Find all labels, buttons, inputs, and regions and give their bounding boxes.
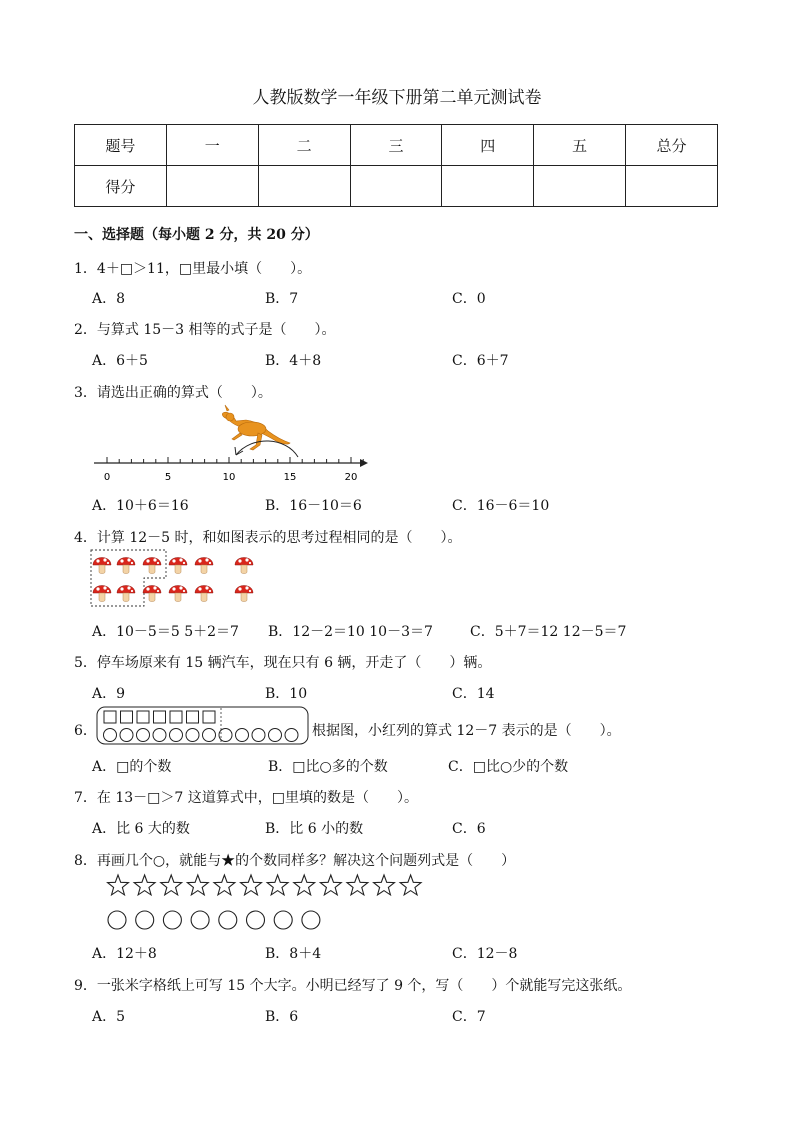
number-line-label: 20 xyxy=(344,472,358,483)
star-icon xyxy=(320,875,341,895)
question-4-stem: 4．计算 12－5 时，和如图表示的思考过程相同的是（ ）。 xyxy=(74,530,462,546)
stars-circles-figure xyxy=(104,872,434,934)
score-cell xyxy=(350,166,442,207)
score-row-label: 得分 xyxy=(75,166,167,207)
question-5-option-a: A．9 xyxy=(92,686,126,702)
question-6-stem: 根据图，小红列的算式 12－7 表示的是（ ）。 xyxy=(312,723,621,739)
circle-shape xyxy=(186,729,199,742)
mushroom-icon xyxy=(117,586,135,602)
star-icon xyxy=(108,875,129,895)
question-8-stem: 8．再画几个○，就能与★的个数同样多？解决这个问题列式是（ ） xyxy=(74,853,516,869)
score-header-cell: 五 xyxy=(534,125,626,166)
star-icon xyxy=(161,875,182,895)
star-row xyxy=(108,875,422,895)
circle-row xyxy=(108,911,320,929)
mushroom-icon xyxy=(195,558,213,574)
number-line-label: 0 xyxy=(103,472,111,483)
circle-icon xyxy=(136,911,154,929)
star-icon xyxy=(400,875,421,895)
star-icon xyxy=(214,875,235,895)
question-2-stem: 2．与算式 15－3 相等的式子是（ ）。 xyxy=(74,322,336,338)
question-6-option-b: B．□比○多的个数 xyxy=(268,759,388,775)
mushroom-icon xyxy=(93,586,111,602)
question-2-option-a: A．6＋5 xyxy=(92,353,148,369)
circle-shape xyxy=(269,729,282,742)
square-shape xyxy=(203,711,215,723)
question-9-stem: 9．一张米字格纸上可写 15 个大字。小明已经写了 9 个，写（ ）个就能写完这张纸。 xyxy=(74,978,632,994)
mushroom-icon xyxy=(93,558,111,574)
score-header-cell: 总分 xyxy=(626,125,718,166)
star-icon xyxy=(374,875,395,895)
circle-shape xyxy=(153,729,166,742)
section-heading: 一、选择题（每小题 2 分，共 20 分） xyxy=(74,227,319,243)
score-cell xyxy=(166,166,258,207)
mushroom-icon xyxy=(169,586,187,602)
circle-icon xyxy=(302,911,320,929)
number-line-label: 10 xyxy=(222,472,236,483)
mushroom-icon xyxy=(117,558,135,574)
square-shape xyxy=(121,711,133,723)
score-table-header-row xyxy=(75,125,718,166)
mushroom-icon xyxy=(195,586,213,602)
star-icon xyxy=(294,875,315,895)
question-1-stem: 1．4＋□＞11，□里最小填（ ）。 xyxy=(74,261,312,277)
question-9-option-a: A．5 xyxy=(92,1009,126,1025)
score-header-cell: 三 xyxy=(350,125,442,166)
question-7-option-a: A．比 6 大的数 xyxy=(92,821,190,837)
score-header-cell: 四 xyxy=(442,125,534,166)
number-line-label: 5 xyxy=(164,472,172,483)
circle-shape xyxy=(137,729,150,742)
question-9-option-c: C．7 xyxy=(452,1009,486,1025)
score-table xyxy=(74,124,718,207)
circle-shape xyxy=(285,729,298,742)
mushroom-icon xyxy=(143,586,161,602)
question-8-option-a: A．12＋8 xyxy=(92,946,157,962)
question-6-option-a: A．□的个数 xyxy=(92,759,172,775)
mushroom-icon xyxy=(235,558,253,574)
question-9-option-b: B．6 xyxy=(265,1009,299,1025)
number-line-ticks xyxy=(107,457,363,463)
score-cell xyxy=(442,166,534,207)
kangaroo-number-line-figure xyxy=(90,405,380,485)
question-3-option-a: A．10＋6＝16 xyxy=(92,498,189,514)
question-5-option-b: B．10 xyxy=(265,686,308,702)
question-2-option-b: B．4＋8 xyxy=(265,353,322,369)
star-icon xyxy=(134,875,155,895)
square-circle-rows xyxy=(104,711,299,742)
question-1-option-a: A．8 xyxy=(92,291,126,307)
score-header-cell: 一 xyxy=(166,125,258,166)
question-5-option-c: C．14 xyxy=(452,686,495,702)
star-icon xyxy=(347,875,368,895)
circle-shape xyxy=(170,729,183,742)
score-cell xyxy=(534,166,626,207)
square-shape xyxy=(104,711,116,723)
question-2-option-c: C．6＋7 xyxy=(452,353,509,369)
mushroom-group xyxy=(93,558,253,602)
circle-shape xyxy=(219,729,232,742)
question-3-stem: 3．请选出正确的算式（ ）。 xyxy=(74,385,272,401)
score-cell xyxy=(626,166,718,207)
mushroom-icon xyxy=(143,558,161,574)
circle-icon xyxy=(219,911,237,929)
circle-icon xyxy=(247,911,265,929)
circle-shape xyxy=(236,729,249,742)
question-7-option-c: C．6 xyxy=(452,821,486,837)
score-header-cell: 二 xyxy=(258,125,350,166)
question-4-option-a: A．10－5＝5 5＋2＝7 xyxy=(92,624,239,640)
square-shape xyxy=(170,711,182,723)
square-shape xyxy=(187,711,199,723)
question-4-option-c: C．5＋7＝12 12－5＝7 xyxy=(470,624,627,640)
question-6-option-c: C．□比○少的个数 xyxy=(448,759,569,775)
number-line-label: 15 xyxy=(283,472,297,483)
page-title: 人教版数学一年级下册第二单元测试卷 xyxy=(252,88,542,108)
circle-shape xyxy=(203,729,216,742)
question-3-option-b: B．16－10＝6 xyxy=(265,498,362,514)
score-cell xyxy=(258,166,350,207)
number-line-arrowhead xyxy=(360,459,368,467)
question-7-option-b: B．比 6 小的数 xyxy=(265,821,364,837)
circle-shape xyxy=(120,729,133,742)
mushroom-grouping-figure xyxy=(88,548,268,610)
circle-shape xyxy=(104,729,117,742)
mushroom-icon xyxy=(235,586,253,602)
question-7-stem: 7．在 13－□＞7 这道算式中，□里填的数是（ ）。 xyxy=(74,790,418,806)
question-1-option-b: B．7 xyxy=(265,291,299,307)
star-icon xyxy=(241,875,262,895)
circle-shape xyxy=(252,729,265,742)
mushroom-icon xyxy=(169,558,187,574)
circle-icon xyxy=(163,911,181,929)
question-1-option-c: C．0 xyxy=(452,291,486,307)
question-4-option-b: B．12－2＝10 10－3＝7 xyxy=(268,624,433,640)
question-8-option-b: B．8＋4 xyxy=(265,946,322,962)
star-icon xyxy=(267,875,288,895)
circle-icon xyxy=(108,911,126,929)
star-icon xyxy=(187,875,208,895)
score-header-cell: 题号 xyxy=(75,125,167,166)
question-3-option-c: C．16－6＝10 xyxy=(452,498,550,514)
score-table-score-row xyxy=(75,166,718,207)
question-6-number: 6． xyxy=(74,723,97,739)
question-5-stem: 5．停车场原来有 15 辆汽车，现在只有 6 辆，开走了（ ）辆。 xyxy=(74,655,492,671)
square-shape xyxy=(137,711,149,723)
circle-icon xyxy=(191,911,209,929)
square-circle-figure xyxy=(96,706,310,746)
square-shape xyxy=(154,711,166,723)
circle-icon xyxy=(274,911,292,929)
question-8-option-c: C．12－8 xyxy=(452,946,518,962)
